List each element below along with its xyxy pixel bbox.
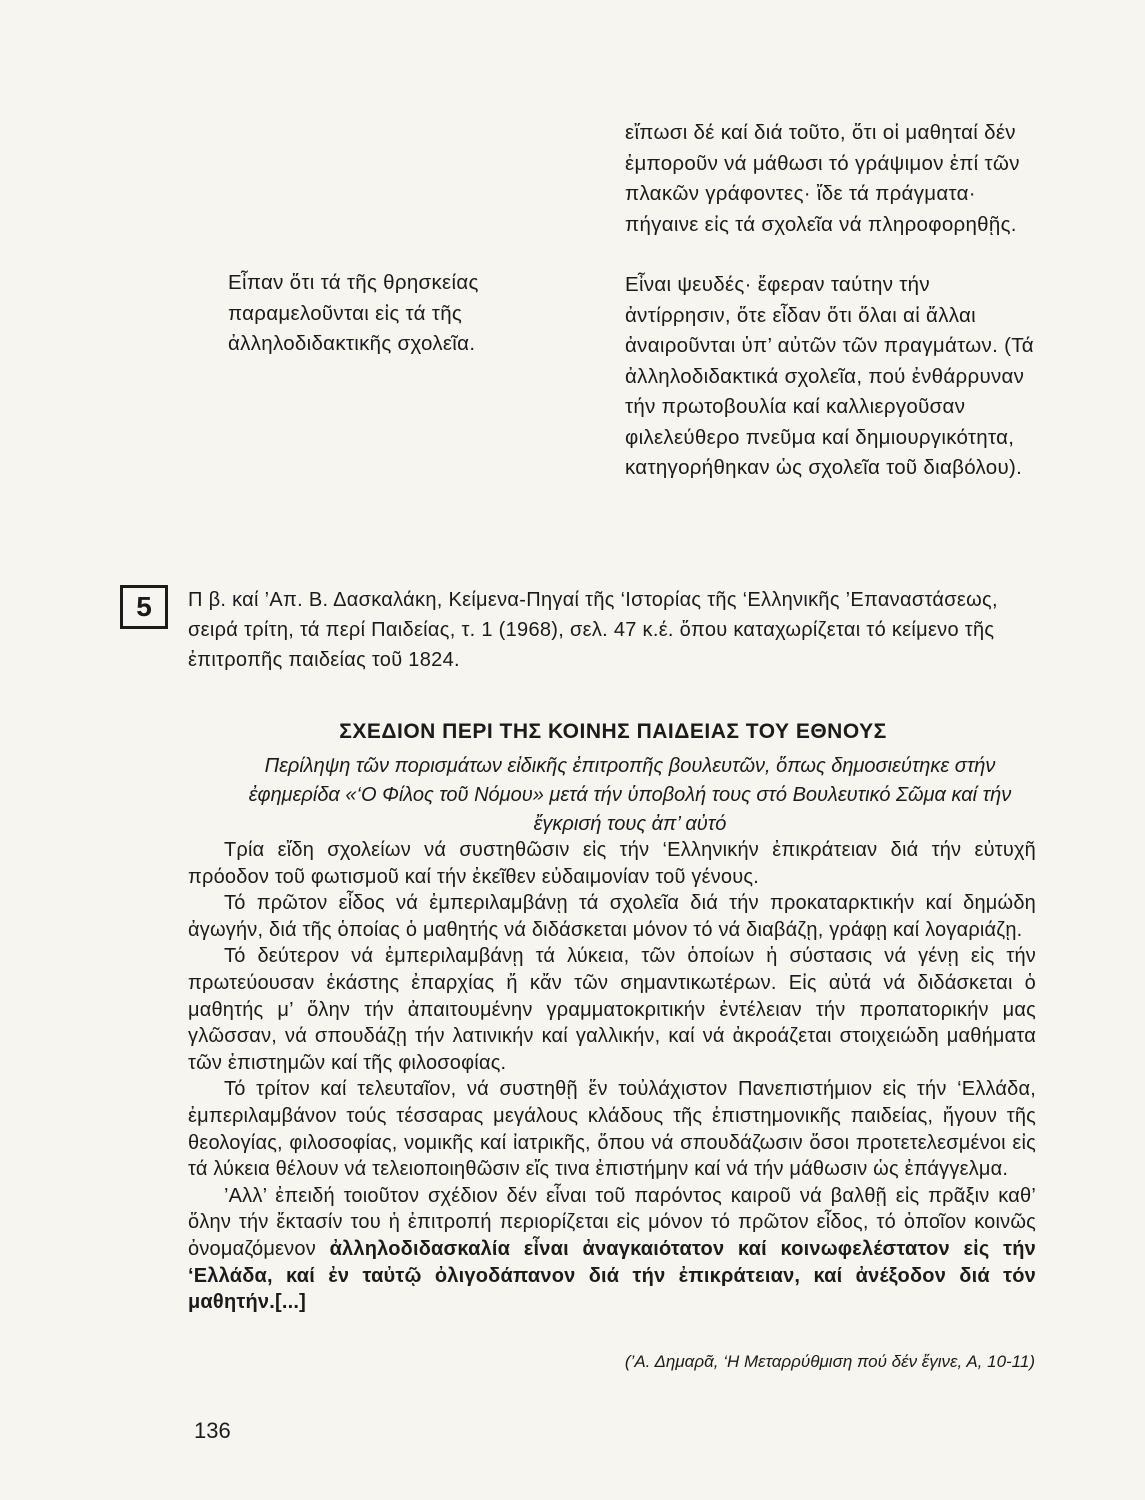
document-title: ΣΧΕΔΙΟΝ ΠΕΡΙ ΤΗΣ ΚΟΙΝΗΣ ΠΑΙΔΕΙΑΣ ΤΟΥ ΕΘΝΟΥΣ [339, 720, 887, 743]
right-column-middle-text: Εἶναι ψευδές· ἔφεραν ταύτην τήν ἀντίρρησιν, ὅτε εἶδαν ὅτι ὅλαι αἱ ἄλλαι ἀναιροῦνται ὑπ’ αὐτῶν τῶν πραγμάτων. (Τά ἀλληλοδιδακτικά σχολεῖα, πού ἐνθάρρυναν τήν πρωτοβουλία καί καλλιεργοῦσαν φιλελεύθερο πνεῦμα καί δημιουργικότητα, κατηγορήθηκαν ὡς σχολεῖα τοῦ διαβόλου). [625, 273, 1034, 479]
section-number-badge: 5 [120, 585, 168, 629]
document-body [188, 837, 1036, 1316]
right-column-top-text: εἴπωσι δέ καί διά τοῦτο, ὅτι οἱ μαθηταί δέν ἐμποροῦν νά μάθωσι τό γράψιμον ἐπί τῶν πλακῶν γράφοντες· ἴδε τά πράγματα· πήγαινε εἰς τά σχολεῖα νά πληροφορηθῇς. [625, 121, 1020, 236]
body-paragraph-1: Τρία εἴδη σχολείων νά συστηθῶσιν εἰς τήν ‘Ελληνικήν ἐπικράτειαν διά τήν εὐτυχῆ πρόοδον τοῦ φωτισμοῦ καί τήν ἐκεῖθεν εὐδαιμονίαν τοῦ γένους. [188, 839, 1036, 888]
document-subtitle: Περίληψη τῶν πορισμάτων εἰδικῆς ἐπιτροπῆς βουλευτῶν, ὅπως δημοσιεύτηκε στήν ἐφημερίδα «‘Ο Φίλος τοῦ Νόμου» μετά τήν ὑποβολή τους στό Βουλευτικό Σῶμα καί τήν ἔγκρισή τους ἀπ’ αὐτό [248, 755, 1012, 835]
body-paragraph-5-bold: ἀλληλοδιδασκαλία εἶναι ἀναγκαιότατον καί κοινωφελέστατον εἰς τήν ‘Ελλάδα, καί ἐν ταὐτῷ ὀλιγοδάπανον διά τήν ἐπικράτειαν, καί ἀνέξοδον διά τόν μαθητήν.[...] [188, 1237, 1037, 1314]
left-margin-note: Εἶπαν ὅτι τά τῆς θρησκείας παραμελοῦνται εἰς τά τῆς ἀλληλοδιδακτικῆς σχολεῖα. [228, 271, 479, 355]
body-paragraph-5 [188, 1183, 1036, 1316]
source-citation: (’Α. Δημαρᾶ, ‘Η Μεταρρύθμιση πού δέν ἔγινε, Α, 10-11) [624, 1352, 1035, 1371]
page-number: 136 [194, 1418, 231, 1443]
body-paragraph-4: Τό τρίτον καί τελευταῖον, νά συστηθῇ ἕν τοὐλάχιστον Πανεπιστήμιον εἰς τήν ‘Ελλάδα, ἐμπεριλαμβάνον τούς τέσσαρας μεγάλους κλάδους τῆς ἐπιστημονικῆς παιδείας, ἤγουν τῆς θεολογίας, φιλοσοφίας, νομικῆς καί ἰατρικῆς, ὅπου νά σπουδάζωσιν ὅσοι προτετελεσμένοι εἰς τά λύκεια θέλουν νά τελειοποιηθῶσιν εἴς τινα ἐπιστήμην καί νά τήν μάθωσιν ὡς ἐπάγγελμα. [188, 1078, 1036, 1181]
reference-note: Π β. καί ’Απ. Β. Δασκαλάκη, Κείμενα-Πηγαί τῆς ‘Ιστορίας τῆς ‘Ελληνικῆς ’Επαναστάσεως, σειρά τρίτη, τά περί Παιδείας, τ. 1 (1968), σελ. 47 κ.έ. ὅπου καταχωρίζεται τό κείμενο τῆς ἐπιτροπῆς παιδείας τοῦ 1824. [188, 589, 998, 671]
body-paragraph-5-normal: ’Αλλ’ ἐπειδή τοιοῦτον σχέδιον δέν εἶναι τοῦ παρόντος καιροῦ νά βαλθῇ εἰς πρᾶξιν καθ’ ὅλην τήν ἔκτασίν του ἡ ἐπιτροπή περιορίζεται εἰς μόνον τό πρῶτον εἶδος, τό ὁποῖον κοινῶς ὀνομαζόμενον [188, 1184, 1036, 1260]
body-paragraph-3: Τό δεύτερον νά ἐμπεριλαμβάνῃ τά λύκεια, τῶν ὁποίων ἡ σύστασις νά γένῃ εἰς τήν πρωτεύουσαν ἑκάστης ἐπαρχίας ἤ κἄν τῶν σημαντικωτέρων. Εἰς αὐτά νά διδάσκεται ὁ μαθητής μ’ ὅλην τήν ἀπαιτουμένην γραμματοκριτικήν ἐντέλειαν τήν προπατορικήν μας γλῶσσαν, νά σπουδάζῃ τήν λατινικήν καί γαλλικήν, καί νά ἀκροάζεται στοιχειώδη μαθήματα τῶν ἐπιστημῶν καί τῆς φιλοσοφίας. [188, 945, 1036, 1074]
body-paragraph-2: Τό πρῶτον εἶδος νά ἐμπεριλαμβάνῃ τά σχολεῖα διά τήν προκαταρκτικήν καί δημώδη ἀγωγήν, διά τῆς ὁποίας ὁ μαθητής νά διδάσκεται μόνον τό νά διαβάζῃ, γράφῃ καί λογαριάζῃ. [188, 892, 1036, 941]
